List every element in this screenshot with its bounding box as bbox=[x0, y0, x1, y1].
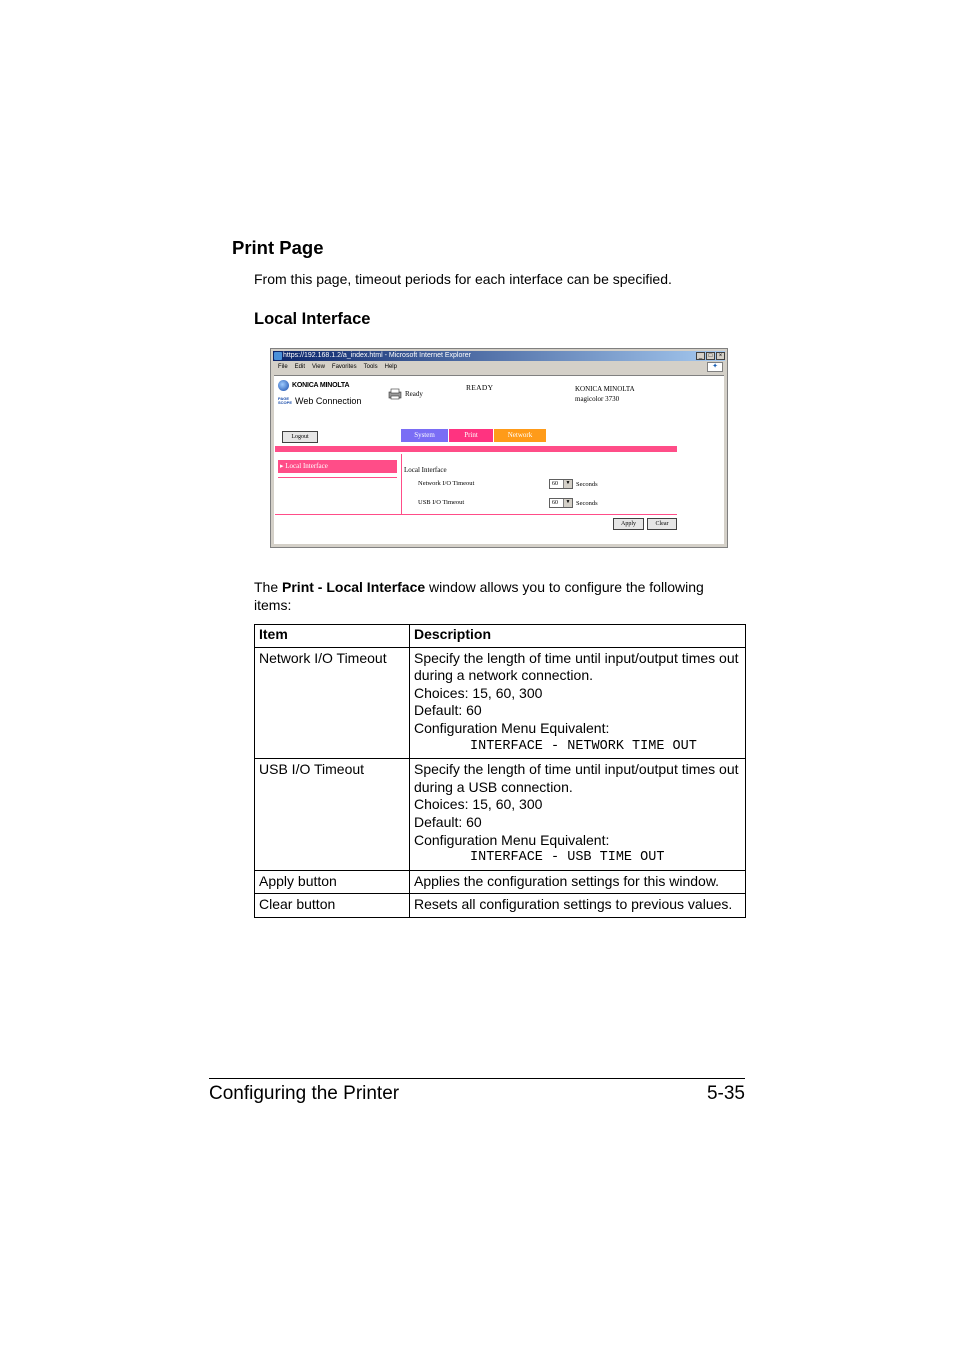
table-header-row bbox=[255, 625, 746, 648]
clear-button[interactable]: Clear bbox=[647, 518, 677, 530]
brand-name: KONICA MINOLTA bbox=[292, 382, 350, 389]
menu-view[interactable]: View bbox=[312, 364, 325, 370]
konica-minolta-logo-icon bbox=[278, 380, 289, 391]
description-line: Default: 60 bbox=[414, 702, 482, 719]
ie-icon bbox=[274, 352, 282, 360]
item-cell: Clear button bbox=[255, 894, 410, 918]
logout-button[interactable]: Logout bbox=[282, 431, 318, 443]
description-line: Default: 60 bbox=[414, 813, 482, 830]
chevron-down-icon: ▼ bbox=[563, 499, 572, 507]
status-text: READY bbox=[466, 383, 494, 392]
items-table bbox=[254, 624, 746, 918]
network-timeout-select[interactable] bbox=[549, 479, 573, 489]
footer-rule bbox=[209, 1078, 745, 1079]
page-heading: Print Page bbox=[232, 237, 324, 258]
menu-equivalent: INTERFACE - USB TIME OUT bbox=[470, 850, 665, 866]
title-bar-text: https://192.168.1.2/a_index.html - Microsoft Internet Explorer bbox=[283, 352, 471, 359]
apply-button[interactable]: Apply bbox=[613, 518, 644, 530]
item-cell: USB I/O Timeout bbox=[255, 759, 410, 871]
description-cell: Resets all configuration settings to previous values. bbox=[410, 894, 746, 918]
browser-screenshot bbox=[270, 348, 728, 548]
model-maker: KONICA MINOLTA bbox=[575, 385, 635, 393]
menu-bar bbox=[273, 362, 725, 373]
description-paragraph bbox=[254, 579, 734, 614]
printer-icon bbox=[388, 388, 402, 400]
table-row bbox=[255, 870, 746, 894]
network-timeout-value: 60 bbox=[552, 481, 558, 487]
menu-favorites[interactable]: Favorites bbox=[331, 364, 357, 370]
window-controls bbox=[696, 352, 725, 360]
description-line: Configuration Menu Equivalent: bbox=[414, 719, 610, 736]
pagescope-text: Web Connection bbox=[295, 396, 362, 406]
panel-title: Local Interface bbox=[404, 466, 447, 474]
menu-tools[interactable]: Tools bbox=[363, 364, 378, 370]
menu-help[interactable]: Help bbox=[384, 364, 397, 370]
item-cell: Apply button bbox=[255, 870, 410, 894]
description-line: Specify the length of time until input/output times out during a USB connection. bbox=[414, 761, 739, 795]
table-row bbox=[255, 647, 746, 759]
footer-chapter: Configuring the Printer bbox=[209, 1083, 400, 1104]
brand bbox=[278, 380, 349, 391]
close-button[interactable]: × bbox=[716, 352, 725, 360]
description-line: Choices: 15, 60, 300 bbox=[414, 796, 543, 813]
item-cell: Network I/O Timeout bbox=[255, 647, 410, 759]
para-post: window allows you to configure the following items: bbox=[254, 579, 704, 613]
tab-network[interactable]: Network bbox=[494, 429, 546, 442]
windows-logo-icon: ✦ bbox=[707, 362, 723, 372]
section-heading: Local Interface bbox=[254, 310, 371, 328]
chevron-down-icon: ▼ bbox=[563, 480, 572, 488]
description-cell: Applies the configuration settings for this window. bbox=[410, 870, 746, 894]
description-cell bbox=[410, 647, 746, 759]
page-number: 5-35 bbox=[706, 1083, 745, 1104]
table-row bbox=[255, 759, 746, 871]
menu-file[interactable]: File bbox=[278, 364, 288, 370]
network-timeout-unit: Seconds bbox=[576, 481, 598, 488]
description-cell bbox=[410, 759, 746, 871]
usb-timeout-select[interactable] bbox=[549, 498, 573, 508]
model-name: magicolor 3730 bbox=[575, 395, 620, 403]
main-tabs bbox=[401, 429, 546, 442]
sidebar-item-local-interface[interactable]: ▸ Local Interface bbox=[278, 460, 397, 473]
status-small: Ready bbox=[405, 390, 423, 398]
usb-timeout-label: USB I/O Timeout bbox=[418, 499, 465, 506]
usb-timeout-unit: Seconds bbox=[576, 500, 598, 507]
para-pre: The bbox=[254, 579, 283, 595]
page-content bbox=[274, 375, 724, 544]
title-bar bbox=[273, 351, 725, 361]
menu-equivalent: INTERFACE - NETWORK TIME OUT bbox=[470, 738, 697, 754]
header-description: Description bbox=[410, 625, 746, 648]
usb-timeout-value: 60 bbox=[552, 500, 558, 506]
maximize-button[interactable]: □ bbox=[706, 352, 715, 360]
header-item: Item bbox=[255, 625, 410, 648]
pagescope-logo: PAGE SCOPE bbox=[278, 396, 293, 405]
table-row bbox=[255, 894, 746, 918]
header-divider bbox=[275, 446, 677, 452]
pagescope-title bbox=[278, 396, 361, 406]
tab-system[interactable]: System bbox=[401, 429, 448, 442]
para-bold: Print - Local Interface bbox=[282, 579, 426, 595]
tab-print[interactable]: Print bbox=[449, 429, 493, 442]
panel-divider bbox=[401, 454, 402, 514]
minimize-button[interactable]: _ bbox=[696, 352, 705, 360]
network-timeout-label: Network I/O Timeout bbox=[418, 480, 475, 487]
menu-edit[interactable]: Edit bbox=[294, 364, 306, 370]
sidebar-divider bbox=[278, 477, 397, 478]
description-line: Specify the length of time until input/output times out during a network connection. bbox=[414, 649, 739, 684]
description-line: Choices: 15, 60, 300 bbox=[414, 684, 543, 701]
footer-divider bbox=[275, 514, 677, 515]
intro-text: From this page, timeout periods for each interface can be specified. bbox=[254, 271, 672, 287]
description-line: Configuration Menu Equivalent: bbox=[414, 831, 610, 848]
